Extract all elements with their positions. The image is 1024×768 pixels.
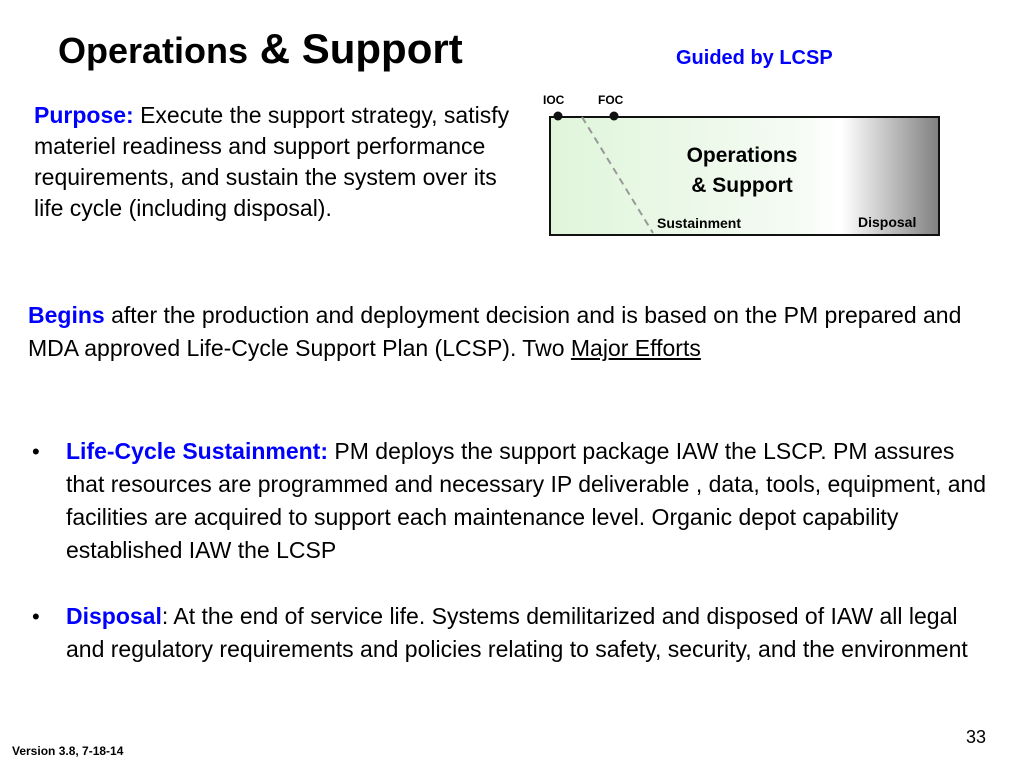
sustainment-bullet-label: Life-Cycle Sustainment: (66, 438, 328, 464)
purpose-text: Execute the support strategy, satisfy materiel readiness and support performance requirements, and sustain the system over its life cycle (including disposal). (34, 102, 510, 221)
list-item-disposal (28, 600, 988, 666)
begins-text: after the production and deployment decision and is based on the PM prepared and MDA approved Life-Cycle Support Plan (LCSP). Two (28, 302, 962, 361)
foc-label: FOC (598, 93, 624, 107)
ioc-marker (554, 112, 563, 121)
list-item-sustainment (28, 435, 988, 567)
sustainment-bullet-text: PM deploys the support package IAW the LSCP. PM assures that resources are programmed and necessary IP deliverable , data, tools, equipment, and facilities are acquired to support each maintenance level. Organic depot capability established IAW the LCSP (66, 438, 987, 563)
sustainment-label: Sustainment (657, 215, 742, 231)
major-efforts-text: Major Efforts (570, 335, 701, 361)
version-footer: Version 3.8, 7-18-14 (12, 744, 124, 758)
guided-by-label: Guided by LCSP (676, 47, 833, 69)
disposal-bullet-label: Disposal (66, 603, 162, 629)
lifecycle-phase-diagram (536, 86, 946, 246)
title-part-operations: Operations (58, 30, 249, 71)
begins-paragraph (28, 299, 988, 365)
disposal-bullet-text: : At the end of service life. Systems demilitarized and disposed of IAW all legal and regulatory requirements and policies relating to safety, security, and the environment (66, 603, 968, 662)
phase-title-line1: Operations (686, 144, 798, 167)
purpose-label: Purpose: (34, 102, 134, 128)
title-part-support: & Support (248, 25, 463, 72)
bullet-marker: • (32, 439, 40, 464)
disposal-label: Disposal (858, 214, 917, 230)
phase-title-line2: & Support (691, 174, 793, 197)
purpose-paragraph (34, 100, 514, 224)
major-efforts-list (28, 435, 988, 666)
page-number: 33 (966, 727, 987, 747)
bullet-marker: • (32, 604, 40, 629)
foc-marker (610, 112, 619, 121)
page-title (58, 22, 463, 78)
begins-label: Begins (28, 302, 105, 328)
ioc-label: IOC (543, 93, 565, 107)
